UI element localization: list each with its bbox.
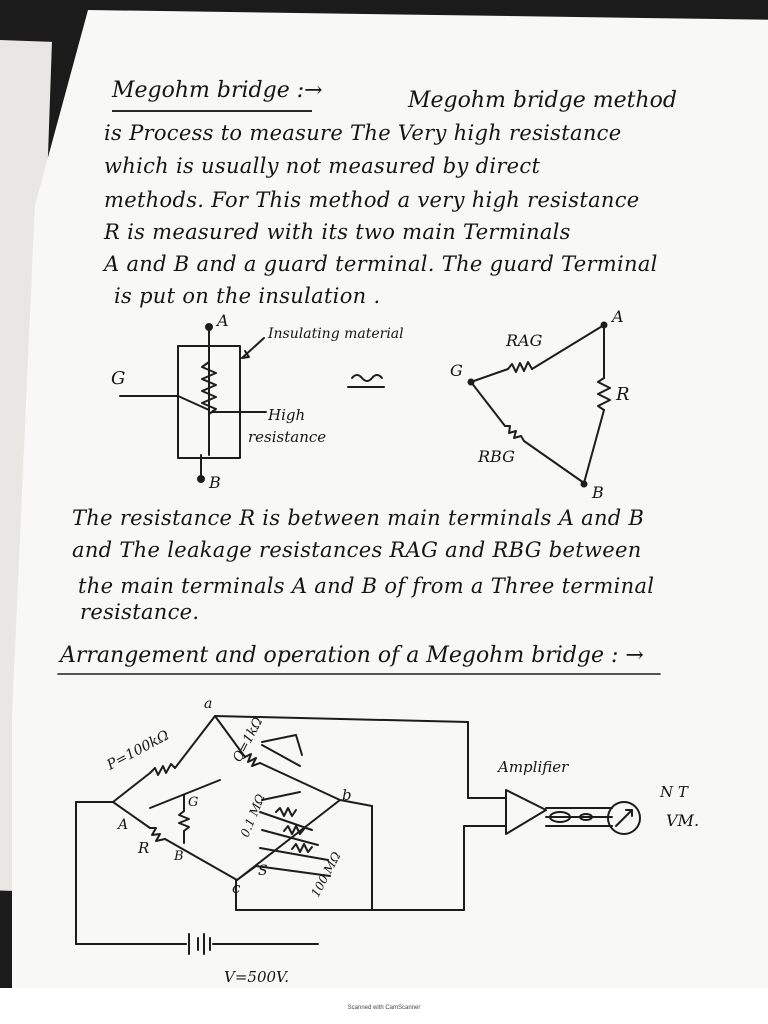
circuit-node-B: B [174, 849, 184, 864]
circuit-label-p: P=100kΩ [104, 727, 172, 774]
circuit-node-c: c [232, 879, 241, 897]
figure-megohm-bridge-circuit [76, 716, 640, 954]
circuit-nvm-top: N T [660, 783, 688, 801]
circuit-label-01m: 0.1 MΩ [237, 792, 268, 840]
intro-line-5: A and B and a guard terminal. The guard Terminal [104, 252, 658, 276]
fig2-terminal-a: A [612, 307, 624, 326]
figure-insulator-diagram [120, 324, 266, 482]
fig2-terminal-b: B [592, 483, 604, 502]
circuit-node-A: A [118, 817, 129, 833]
fig2-rag-label: RAG [506, 331, 543, 350]
fig2-terminal-g: G [450, 361, 463, 380]
circuit-label-g: G [188, 795, 199, 810]
circuit-node-b: b [342, 786, 352, 804]
circuit-voltage-label: V=500V. [224, 968, 290, 986]
middle-line-2: and The leakage resistances RAG and RBG between [72, 538, 642, 562]
intro-line-4: R is measured with its two main Terminals [104, 220, 571, 244]
intro-line-6: is put on the insulation . [114, 284, 381, 308]
fig1-terminal-g: G [111, 368, 126, 389]
circuit-node-a: a [204, 696, 213, 712]
intro-line-3: methods. For This method a very high resistance [104, 188, 640, 212]
circuit-label-r: R [138, 839, 150, 857]
fig1-insulating-label: Insulating material [268, 326, 404, 342]
circuit-label-q: Q=1kΩ [230, 715, 267, 765]
circuit-label-100m: 100 MΩ [308, 849, 344, 900]
arrangement-heading: Arrangement and operation of a Megohm bridge : → [60, 643, 644, 668]
fig2-rbg-label: RBG [478, 447, 515, 466]
middle-line-1: The resistance R is between main terminals A and B [72, 506, 645, 530]
title-continuation: Megohm bridge method [408, 88, 677, 113]
intro-line-1: is Process to measure The Very high resistance [104, 121, 622, 145]
fig1-terminal-a: A [217, 311, 229, 330]
middle-line-4: resistance. [80, 600, 200, 624]
fig1-terminal-b: B [209, 473, 221, 492]
intro-line-2: which is usually not measured by direct [104, 154, 541, 178]
page-title: Megohm bridge :→ [112, 78, 323, 103]
circuit-label-s: S [258, 863, 268, 879]
circuit-nvm-bottom: VM. [666, 811, 700, 830]
circuit-amplifier-label: Amplifier [498, 758, 569, 776]
fig1-high-label: High [268, 406, 306, 424]
scanner-footer: Scanned with CamScanner [347, 1005, 421, 1011]
middle-line-3: the main terminals A and B of from a Three terminal [78, 574, 655, 598]
fig1-resistance-label: resistance [248, 428, 327, 446]
fig2-r-label: R [616, 384, 630, 405]
